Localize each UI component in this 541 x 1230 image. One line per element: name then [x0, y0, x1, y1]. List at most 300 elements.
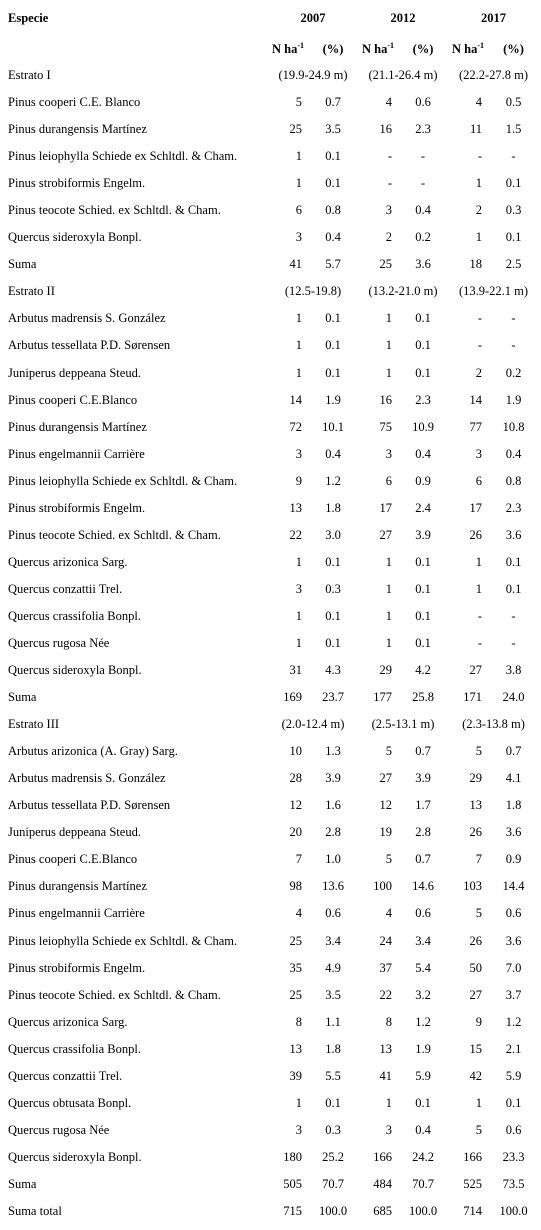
- density-cell: -: [477, 338, 482, 353]
- percent-cell: 0.8: [325, 203, 341, 218]
- density-cell: 27: [469, 663, 482, 678]
- density-cell: 28: [289, 771, 302, 786]
- density-cell: 27: [379, 527, 392, 542]
- percent-cell: -: [511, 608, 516, 623]
- percent-cell: 1.9: [325, 392, 341, 407]
- stratum-row: [2, 62, 539, 89]
- percent-cell: 0.6: [415, 95, 431, 110]
- percent-cell: 0.1: [325, 176, 341, 191]
- density-cell: 4: [385, 906, 392, 921]
- percent-cell: 0.5: [505, 95, 522, 110]
- percent-cell: 5.4: [415, 960, 431, 975]
- percent-cell: 0.1: [415, 581, 431, 596]
- percent-cell: 3.6: [505, 933, 522, 948]
- percent-unit-header: (%): [322, 41, 344, 56]
- percent-cell: 0.4: [325, 230, 341, 245]
- percent-cell: 3.9: [325, 771, 341, 786]
- table-row: [2, 765, 539, 792]
- table-row: [2, 360, 539, 387]
- density-cell: 7: [295, 852, 302, 867]
- percent-cell: -: [511, 338, 516, 353]
- density-unit-exponent: -1: [477, 40, 485, 50]
- percent-cell: 2.4: [415, 500, 431, 515]
- percent-cell: 0.7: [325, 95, 341, 110]
- percent-cell: 0.3: [325, 581, 341, 596]
- density-cell: 14: [469, 392, 482, 407]
- percent-cell: 1.9: [505, 392, 522, 407]
- density-cell: 31: [289, 663, 302, 678]
- density-cell: 98: [289, 879, 302, 894]
- density-cell: 715: [283, 1203, 302, 1218]
- units-spacer: [2, 36, 268, 62]
- density-cell: 1: [385, 311, 392, 326]
- percent-cell: 14.6: [412, 879, 434, 894]
- table-row: [2, 846, 539, 873]
- density-unit-label: N ha: [361, 41, 388, 56]
- height-range-cell: (2.5-13.1 m): [371, 717, 435, 732]
- density-cell: 1: [385, 338, 392, 353]
- species-name: Quercus arizonica Sarg.: [8, 554, 128, 569]
- density-cell: 15: [469, 1041, 482, 1056]
- percent-cell: 14.4: [502, 879, 525, 894]
- density-cell: 6: [385, 473, 392, 488]
- percent-cell: 70.7: [322, 1176, 344, 1191]
- species-name: Arbutus tessellata P.D. Sørensen: [8, 338, 171, 353]
- height-range-cell: (21.1-26.4 m): [368, 68, 438, 83]
- percent-cell: 1.8: [325, 500, 341, 515]
- density-cell: -: [477, 149, 482, 164]
- table-row: [2, 955, 539, 982]
- density-cell: 10: [289, 744, 302, 759]
- percent-cell: 4.2: [415, 663, 431, 678]
- density-cell: 3: [385, 203, 392, 218]
- table-row: [2, 332, 539, 359]
- percent-cell: 0.1: [415, 311, 431, 326]
- table-row: [2, 224, 539, 251]
- percent-cell: 1.2: [325, 473, 341, 488]
- density-cell: 1: [385, 1095, 392, 1110]
- density-cell: 1: [475, 581, 482, 596]
- density-cell: 17: [469, 500, 482, 515]
- density-cell: 25: [289, 122, 302, 137]
- percent-cell: 1.8: [505, 798, 522, 813]
- species-name: Quercus sideroxyla Bonpl.: [8, 663, 142, 678]
- density-cell: 5: [385, 744, 392, 759]
- table-header: [2, 0, 539, 62]
- percent-cell: 3.6: [505, 825, 522, 840]
- species-name: Quercus crassifolia Bonpl.: [8, 608, 141, 623]
- species-name: Quercus obtusata Bonpl.: [8, 1095, 132, 1110]
- percent-cell: 0.4: [415, 446, 431, 461]
- percent-cell: 0.1: [415, 338, 431, 353]
- species-name: Pinus cooperi C.E.Blanco: [8, 852, 138, 867]
- table-row: [2, 1117, 539, 1144]
- density-cell: 72: [289, 419, 302, 434]
- percent-cell: 3.5: [325, 122, 341, 137]
- percent-cell: 0.6: [325, 906, 341, 921]
- density-cell: 13: [289, 500, 302, 515]
- percent-cell: 0.3: [505, 203, 522, 218]
- height-range-cell: (19.9-24.9 m): [278, 68, 348, 83]
- percent-cell: 73.5: [502, 1176, 525, 1191]
- species-name: Pinus cooperi C.E. Blanco: [8, 95, 141, 110]
- density-cell: 50: [469, 960, 482, 975]
- density-cell: 100: [373, 879, 392, 894]
- density-cell: 75: [379, 419, 392, 434]
- table-row: [2, 251, 539, 278]
- table-row: [2, 603, 539, 630]
- percent-cell: 0.7: [415, 852, 431, 867]
- species-name: Suma total: [8, 1203, 62, 1218]
- table-row: [2, 630, 539, 657]
- density-cell: 37: [379, 960, 392, 975]
- percent-cell: 4.3: [325, 663, 341, 678]
- percent-cell: 5.9: [505, 1068, 522, 1083]
- height-range-cell: (22.2-27.8 m): [458, 68, 529, 83]
- density-cell: 13: [469, 798, 482, 813]
- species-name: Pinus leiophylla Schiede ex Schltdl. & Cham.: [8, 149, 238, 164]
- density-cell: 1: [385, 608, 392, 623]
- percent-cell: 0.7: [505, 744, 522, 759]
- density-cell: 2: [475, 203, 482, 218]
- percent-cell: 24.0: [502, 690, 525, 705]
- percent-cell: 0.1: [325, 636, 341, 650]
- percent-cell: 100.0: [318, 1203, 348, 1218]
- percent-unit-header: (%): [503, 41, 524, 56]
- percent-cell: 1.2: [505, 1014, 522, 1029]
- density-cell: 20: [289, 825, 302, 840]
- percent-cell: 2.8: [415, 825, 431, 840]
- density-cell: 7: [475, 852, 482, 867]
- percent-cell: 7.0: [505, 960, 522, 975]
- density-cell: 1: [295, 636, 302, 650]
- density-cell: 5: [295, 95, 302, 110]
- density-cell: 685: [373, 1203, 392, 1218]
- species-name: Arbutus madrensis S. González: [8, 311, 166, 326]
- table-row: [2, 576, 539, 603]
- percent-cell: 2.3: [415, 122, 431, 137]
- table-row: [2, 89, 539, 116]
- percent-cell: 3.9: [415, 771, 431, 786]
- table-row: [2, 441, 539, 468]
- year-header-2017: 2017: [481, 10, 506, 25]
- percent-cell: 0.4: [325, 446, 341, 461]
- percent-cell: -: [511, 149, 516, 164]
- density-cell: 1: [295, 365, 302, 380]
- table-row: [2, 792, 539, 819]
- percent-cell: 5.9: [415, 1068, 431, 1083]
- density-cell: 27: [469, 987, 482, 1002]
- percent-cell: -: [420, 149, 426, 164]
- density-cell: 6: [475, 473, 482, 488]
- stratum-row: [2, 278, 539, 305]
- percent-cell: -: [511, 636, 516, 650]
- density-cell: 1: [295, 176, 302, 191]
- species-name: Arbutus tessellata P.D. Sørensen: [8, 798, 171, 813]
- table-row: [2, 1009, 539, 1036]
- species-name: Pinus teocote Schied. ex Schltdl. & Cham.: [8, 203, 221, 218]
- percent-cell: 2.3: [505, 500, 522, 515]
- density-cell: 42: [469, 1068, 482, 1083]
- percent-cell: 0.1: [325, 149, 341, 164]
- year-header-2012: 2012: [390, 10, 416, 25]
- percent-cell: 1.8: [325, 1041, 341, 1056]
- species-name: Pinus teocote Schied. ex Schltdl. & Cham.: [8, 987, 221, 1002]
- percent-cell: 5.7: [325, 257, 341, 272]
- percent-cell: 0.4: [415, 1122, 431, 1137]
- table-row: [2, 1036, 539, 1063]
- density-cell: 8: [385, 1014, 392, 1029]
- density-unit-exponent: -1: [387, 40, 395, 50]
- height-range-cell: (13.2-21.0 m): [368, 284, 438, 299]
- percent-cell: 0.1: [415, 1095, 431, 1110]
- density-cell: 27: [379, 771, 392, 786]
- percent-cell: 100.0: [408, 1203, 438, 1218]
- species-name: Pinus cooperi C.E.Blanco: [8, 392, 138, 407]
- density-cell: 1: [295, 608, 302, 623]
- density-unit-header: [448, 36, 488, 62]
- percent-cell: 3.4: [415, 933, 431, 948]
- percent-cell: 0.1: [325, 1095, 341, 1110]
- percent-cell: 3.9: [415, 527, 431, 542]
- density-cell: 525: [463, 1176, 482, 1191]
- density-cell: 1: [475, 1095, 482, 1110]
- density-cell: 3: [295, 581, 302, 596]
- density-cell: 24: [379, 933, 392, 948]
- percent-cell: 3.8: [505, 663, 522, 678]
- table-row: [2, 1198, 539, 1225]
- table-row: [2, 657, 539, 684]
- percent-cell: 0.2: [415, 230, 431, 245]
- species-name: Pinus strobiformis Engelm.: [8, 500, 146, 515]
- percent-cell: 25.2: [322, 1149, 344, 1164]
- density-cell: 11: [469, 122, 482, 137]
- species-name: Pinus durangensis Martínez: [8, 122, 147, 137]
- table-row: [2, 684, 539, 711]
- percent-cell: 0.8: [505, 473, 522, 488]
- table-row: [2, 468, 539, 495]
- density-cell: 1: [475, 554, 482, 569]
- percent-cell: 25.8: [412, 690, 434, 705]
- species-density-table: [2, 0, 539, 1225]
- percent-cell: 2.3: [415, 392, 431, 407]
- density-cell: 4: [295, 906, 302, 921]
- table-row: [2, 982, 539, 1009]
- species-name: Arbutus madrensis S. González: [8, 771, 166, 786]
- species-name: Arbutus arizonica (A. Gray) Sarg.: [8, 744, 178, 759]
- density-cell: 6: [295, 203, 302, 218]
- table-row: [2, 170, 539, 197]
- header-units-row: [2, 36, 539, 62]
- density-cell: 41: [289, 257, 302, 272]
- density-cell: 4: [385, 95, 392, 110]
- percent-cell: 0.1: [505, 581, 522, 596]
- density-cell: 3: [475, 446, 482, 461]
- species-name: Pinus durangensis Martínez: [8, 879, 147, 894]
- percent-cell: 23.3: [502, 1149, 525, 1164]
- percent-cell: 0.1: [505, 230, 522, 245]
- percent-cell: -: [511, 311, 516, 326]
- density-cell: -: [477, 608, 482, 623]
- species-name: Quercus crassifolia Bonpl.: [8, 1041, 141, 1056]
- year-header-2007: 2007: [300, 10, 326, 25]
- density-cell: 1: [295, 149, 302, 164]
- density-unit-label: N ha: [271, 41, 298, 56]
- percent-cell: 0.9: [505, 852, 522, 867]
- percent-cell: 3.4: [325, 933, 341, 948]
- percent-cell: 2.1: [505, 1041, 522, 1056]
- density-cell: 2: [385, 230, 392, 245]
- species-name: Suma: [8, 690, 37, 705]
- percent-cell: 0.1: [415, 365, 431, 380]
- table-row: [2, 116, 539, 143]
- percent-cell: 10.1: [322, 419, 344, 434]
- density-cell: 5: [475, 906, 482, 921]
- density-cell: -: [477, 311, 482, 326]
- percent-cell: 1.2: [415, 1014, 431, 1029]
- species-name: Juniperus deppeana Steud.: [8, 365, 141, 380]
- stratum-row: [2, 711, 539, 738]
- density-cell: 26: [469, 933, 482, 948]
- stratum-label: Estrato III: [8, 717, 60, 732]
- density-cell: 3: [385, 1122, 392, 1137]
- density-cell: 484: [373, 1176, 392, 1191]
- density-cell: 41: [379, 1068, 392, 1083]
- percent-cell: 1.9: [415, 1041, 431, 1056]
- percent-cell: 70.7: [412, 1176, 434, 1191]
- species-name: Pinus engelmannii Carrière: [8, 906, 145, 921]
- density-cell: -: [477, 636, 482, 650]
- table-row: [2, 387, 539, 414]
- density-cell: 4: [475, 95, 482, 110]
- percent-cell: 24.2: [412, 1149, 434, 1164]
- species-name: Pinus leiophylla Schiede ex Schltdl. & Cham.: [8, 933, 238, 948]
- density-cell: 29: [469, 771, 482, 786]
- density-cell: 39: [289, 1068, 302, 1083]
- table-row: [2, 143, 539, 170]
- density-cell: 16: [379, 122, 392, 137]
- percent-cell: 23.7: [322, 690, 344, 705]
- table-row: [2, 522, 539, 549]
- density-cell: 9: [295, 473, 302, 488]
- percent-cell: 0.1: [325, 338, 341, 353]
- table-row: [2, 414, 539, 441]
- species-name: Quercus sideroxyla Bonpl.: [8, 230, 142, 245]
- density-cell: 103: [463, 879, 482, 894]
- percent-cell: 4.9: [325, 960, 341, 975]
- height-range-cell: (2.0-12.4 m): [281, 717, 345, 732]
- density-cell: 1: [475, 176, 482, 191]
- percent-cell: 3.6: [415, 257, 431, 272]
- density-cell: 16: [379, 392, 392, 407]
- density-cell: 505: [283, 1176, 302, 1191]
- percent-cell: 0.2: [505, 365, 522, 380]
- density-cell: 29: [379, 663, 392, 678]
- density-cell: 17: [379, 500, 392, 515]
- percent-cell: 0.1: [505, 176, 522, 191]
- percent-cell: 0.7: [415, 744, 431, 759]
- table-row: [2, 197, 539, 224]
- density-cell: 25: [289, 933, 302, 948]
- percent-cell: 1.1: [325, 1014, 341, 1029]
- density-cell: 35: [289, 960, 302, 975]
- density-cell: 25: [289, 987, 302, 1002]
- percent-cell: 0.1: [415, 554, 431, 569]
- percent-cell: 10.9: [412, 419, 434, 434]
- percent-cell: 0.1: [415, 636, 431, 650]
- percent-cell: 3.2: [415, 987, 431, 1002]
- table-row: [2, 1144, 539, 1171]
- density-cell: 12: [289, 798, 302, 813]
- species-name: Suma: [8, 1176, 37, 1191]
- species-name: Pinus leiophylla Schiede ex Schltdl. & Cham.: [8, 473, 238, 488]
- species-name: Pinus durangensis Martínez: [8, 419, 147, 434]
- density-cell: 12: [379, 798, 392, 813]
- percent-cell: 0.1: [505, 1095, 522, 1110]
- species-name: Pinus strobiformis Engelm.: [8, 960, 146, 975]
- percent-cell: 0.6: [415, 906, 431, 921]
- percent-cell: 3.6: [505, 527, 522, 542]
- density-cell: -: [387, 176, 392, 191]
- species-name: Quercus sideroxyla Bonpl.: [8, 1149, 142, 1164]
- table-row: [2, 1090, 539, 1117]
- density-cell: 714: [463, 1203, 482, 1218]
- height-range-cell: (13.9-22.1 m): [458, 284, 529, 299]
- density-cell: 5: [475, 1122, 482, 1137]
- percent-cell: 0.1: [325, 365, 341, 380]
- percent-cell: 100.0: [499, 1203, 528, 1218]
- percent-cell: -: [420, 176, 426, 191]
- density-cell: 19: [379, 825, 392, 840]
- species-name: Pinus teocote Schied. ex Schltdl. & Cham.: [8, 527, 221, 542]
- height-range-cell: (2.3-13.8 m): [462, 717, 525, 732]
- percent-cell: 3.0: [325, 527, 341, 542]
- percent-unit-header: (%): [412, 41, 434, 56]
- density-cell: 1: [295, 554, 302, 569]
- percent-cell: 1.3: [325, 744, 341, 759]
- species-name: Pinus engelmannii Carrière: [8, 446, 145, 461]
- density-cell: 2: [475, 365, 482, 380]
- species-name: Quercus rugosa Née: [8, 636, 110, 650]
- percent-cell: 3.7: [505, 987, 522, 1002]
- density-cell: 1: [295, 338, 302, 353]
- density-cell: 13: [379, 1041, 392, 1056]
- density-cell: 3: [295, 230, 302, 245]
- percent-cell: 2.8: [325, 825, 341, 840]
- density-unit-header: [268, 36, 308, 62]
- percent-cell: 0.1: [505, 554, 522, 569]
- percent-cell: 1.6: [325, 798, 341, 813]
- percent-cell: 10.8: [502, 419, 525, 434]
- height-range-cell: (12.5-19.8): [284, 284, 342, 299]
- density-cell: -: [387, 149, 392, 164]
- percent-cell: 1.7: [415, 798, 431, 813]
- percent-cell: 2.5: [505, 257, 522, 272]
- percent-cell: 0.9: [415, 473, 431, 488]
- density-cell: 1: [475, 230, 482, 245]
- table-row: [2, 1171, 539, 1198]
- density-cell: 26: [469, 825, 482, 840]
- table-row: [2, 495, 539, 522]
- percent-cell: 0.1: [325, 554, 341, 569]
- density-cell: 13: [289, 1041, 302, 1056]
- density-cell: 77: [469, 419, 482, 434]
- percent-cell: 5.5: [325, 1068, 341, 1083]
- table-row: [2, 738, 539, 765]
- percent-cell: 1.5: [505, 122, 522, 137]
- percent-cell: 0.6: [505, 1122, 522, 1137]
- density-cell: 1: [295, 311, 302, 326]
